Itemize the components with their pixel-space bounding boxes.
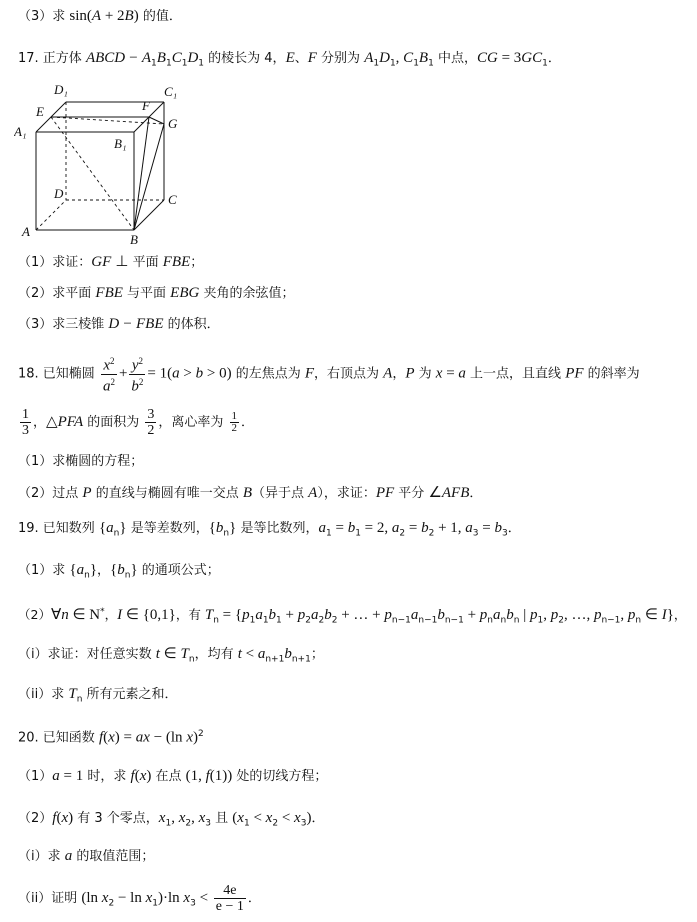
edge-AD	[36, 200, 66, 230]
question-19-part-2-ii: （ii）求 $T_n$ 所有元素之和．	[18, 686, 178, 705]
label-F: F	[142, 98, 150, 113]
question-17-stem: 17. 正方体 ABCD − $A_1B_1C_1D_1$ 的棱长为 4，E、F 分别为 $A_1D_1$, $C_1B_1$ 中点，CG = $3GC_1$．	[18, 50, 561, 69]
question-18-stem-line-2: $\frac{1}{3}$ ，△PFA 的面积为 $\frac{3}{2}$ ，离心率为 $\frac{1}{2}$ ．	[22, 407, 255, 438]
question-20-stem: 20. 已知函数 f(x) = ax − (ln x)$^2$	[18, 729, 204, 746]
segment-BG	[134, 124, 164, 230]
label-B1: B₁	[114, 136, 127, 151]
question-17-part-2: （2）求平面 FBE 与平面 EBG 夹角的余弦值；	[18, 285, 295, 301]
label-C1: C₁	[164, 84, 178, 99]
segment-FG	[149, 117, 164, 124]
question-20-part-2-ii: （ii）证明 (ln $x_2 - \ln x_1)\cdot\ln$ $x_3$ < $\frac{4e}{e - 1}$ ．	[18, 883, 261, 914]
question-18-part-2: （2）过点 P 的直线与椭圆有唯一交点 B（异于点 A），求证：PF 平分 ∠AFB．	[18, 485, 483, 501]
question-17-part-1: （1）求证：GF ⊥ 平面 FBE；	[18, 254, 204, 270]
question-20-part-1: （1）a = 1 时，求 f(x) 在点 (1, f(1)) 处的切线方程；	[18, 768, 328, 784]
label-C: C	[168, 192, 177, 207]
label-D: D	[54, 186, 64, 201]
question-20-part-2-i: （i）求 a 的取值范围；	[18, 848, 155, 864]
question-19-stem: 19. 已知数列 $\{a_n\}$ 是等差数列，$\{b_n\}$ 是等比数列，$a_1 = b_1 = 2$, $a_2 = b_2 + 1$, $a_3 = b_3$．	[18, 520, 521, 539]
label-A1: A₁	[14, 124, 27, 139]
question-18-stem-line-1: 18. 已知椭圆 $\frac{x^2}{a^2}$ + $\frac{y^2}{b^2}$ = 1(a > b > 0) 的左焦点为 F，右顶点为 A，P 为 x = a 上一点，且直线 PF 的斜率为	[18, 356, 640, 395]
question-19-part-2: （2）∀n ∈ N*，I ∈ {0,1}，有 $T_n = \{p_1a_1b_1 + p_2a_2b_2$ + … + $p_{n-1}a_{n-1}b_{n-1} + p_na_nb_n$ | $p_1$, $p_2$, …, $p_{n-1}$, $p_n$ ∈ I}，	[18, 607, 687, 626]
label-A: A	[22, 224, 30, 239]
segment-EG	[51, 117, 164, 124]
cube-figure	[14, 80, 194, 245]
question-19-part-1: （1）求 $\{a_n\}$，$\{b_n\}$ 的通项公式；	[18, 562, 220, 581]
question-16-part-3: （3）求 sin(A + 2B) 的值．	[18, 8, 182, 24]
segment-EB	[51, 117, 134, 230]
question-17-part-3: （3）求三棱锥 D − FBE 的体积．	[18, 316, 220, 332]
segment-BF	[134, 117, 149, 230]
question-20-part-2: （2）f(x) 有 3 个零点，$x_1$, $x_2$, $x_3$ 且 $(x_1 < x_2 < x_3)$．	[18, 810, 325, 829]
question-19-part-2-i: （i）求证：对任意实数 t ∈ $T_n$，均有 $t < a_{n+1}b_{n+1}$；	[18, 646, 324, 665]
accessible-text	[0, 0, 1, 1]
question-18-part-1: （1）求椭圆的方程；	[18, 454, 144, 469]
label-B: B	[130, 232, 138, 245]
label-G: G	[168, 116, 178, 131]
label-E: E	[36, 104, 44, 119]
label-D1: D₁	[54, 82, 68, 97]
